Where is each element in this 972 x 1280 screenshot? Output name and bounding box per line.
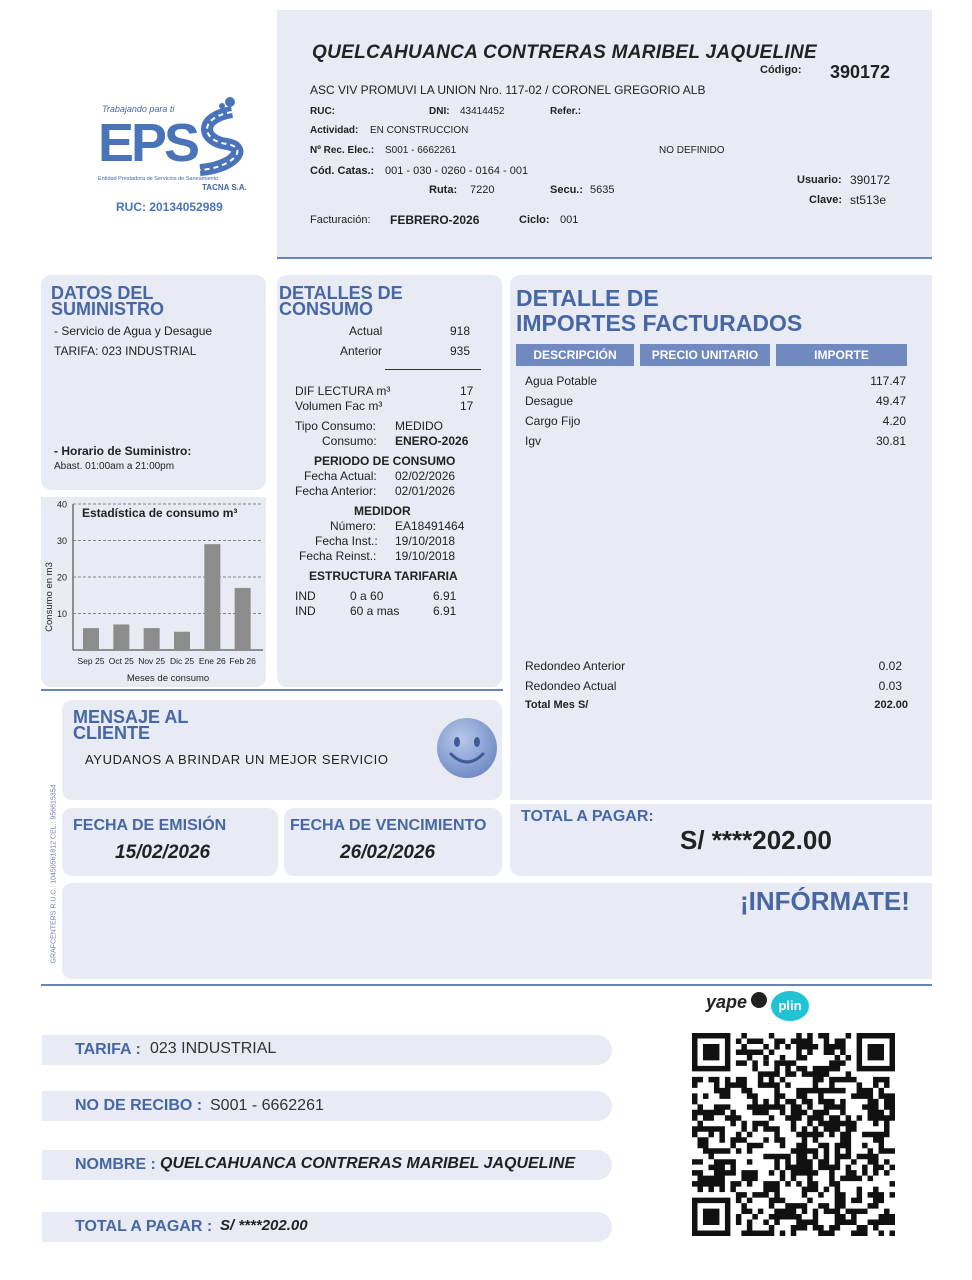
consumption-chart [41, 497, 266, 687]
tarifa-tipo: IND [295, 589, 316, 603]
total-mes-label: Total Mes S/ [525, 699, 589, 711]
sum-divider [385, 369, 481, 370]
eps-logo [92, 96, 262, 221]
total-label: TOTAL A PAGAR: [521, 808, 654, 825]
usuario-value: 390172 [850, 173, 891, 187]
importe-name: Igv [525, 434, 542, 448]
consumo-label: Consumo: [322, 434, 377, 448]
no-definido: NO DEFINIDO [659, 145, 725, 156]
tarifa-rango: 60 a mas [350, 604, 400, 618]
footer-nombre-value: QUELCAHUANCA CONTRERAS MARIBEL JAQUELINE [160, 1155, 576, 1172]
rec-elec-value: S001 - 6662261 [385, 145, 457, 156]
vencimiento-value: 26/02/2026 [340, 842, 436, 863]
tipo-label: Tipo Consumo: [295, 419, 376, 433]
ruc-label: RUC: [310, 106, 335, 117]
logo-road-icon [192, 96, 258, 176]
informate-title: ¡INFÓRMATE! [740, 886, 910, 916]
rec-elec-label: Nº Rec. Elec.: [310, 145, 375, 156]
ciclo-value: 001 [560, 214, 579, 226]
header-bottom-line [277, 257, 932, 259]
footer-recibo-label: NO DE RECIBO : [75, 1097, 203, 1114]
redondeo-anterior-value: 0.02 [878, 659, 902, 673]
chart-y-tick-label: 10 [56, 609, 67, 619]
horario-value: Abast. 01:00am a 21:00pm [54, 461, 175, 472]
logo-entity: Entidad Prestadora de Servicios de Saneamiento [98, 176, 219, 182]
emision-value: 15/02/2026 [115, 842, 211, 863]
total-value: S/ ****202.00 [680, 825, 832, 855]
reinst-label: Fecha Reinst.: [299, 549, 377, 563]
tarifa-row-1 [295, 589, 475, 604]
numero-label: Número: [330, 519, 377, 533]
chart-bar [113, 624, 129, 650]
chart-bar [174, 632, 190, 650]
dni-label: DNI: [429, 106, 450, 117]
footer-total-value: S/ ****202.00 [220, 1217, 308, 1234]
plin-text: plin [778, 998, 802, 1013]
tipo-value: MEDIDO [395, 419, 443, 433]
anterior-value: 935 [450, 344, 471, 358]
consumo-title-1: DETALLES DE [279, 283, 403, 303]
chart-y-tick-label: 20 [56, 572, 67, 583]
chart-bar [144, 628, 160, 650]
importe-name: Desague [525, 394, 574, 408]
smiley-icon [435, 716, 499, 780]
footer-top-line [41, 984, 932, 986]
logo-tagline: Trabajando para ti [102, 104, 175, 114]
facturacion-label: Facturación: [310, 214, 371, 226]
emision-label: FECHA DE EMISIÓN [73, 817, 227, 834]
tarifa-precio: 6.91 [433, 604, 457, 618]
importe-value: 117.47 [870, 374, 906, 388]
dni-value: 43414452 [460, 106, 505, 117]
codigo-value: 390172 [830, 62, 891, 82]
footer-tarifa-label: TARIFA : [75, 1041, 141, 1058]
dif-value: 17 [460, 384, 474, 398]
importe-name: Cargo Fijo [525, 414, 581, 428]
ciclo-label: Ciclo: [519, 214, 550, 226]
redondeo-anterior-label: Redondeo Anterior [525, 659, 626, 673]
actividad-value: EN CONSTRUCCION [370, 125, 469, 136]
left-section-line [41, 689, 503, 691]
col-precio-unitario: PRECIO UNITARIO [640, 344, 770, 366]
dif-label: DIF LECTURA m³ [295, 384, 391, 398]
usuario-label: Usuario: [797, 174, 842, 186]
chart-x-tick-label: Ene 26 [198, 656, 226, 666]
numero-value: EA18491464 [395, 519, 465, 533]
mensaje-text: AYUDANOS A BRINDAR UN MEJOR SERVICIO [85, 752, 389, 767]
printer-side-text: GRAFCENTERS R.U.C.: 10450561812 CEL.: 956615354 [50, 784, 58, 964]
tarifa-rango: 0 a 60 [350, 589, 384, 603]
qr-pattern [692, 1033, 895, 1236]
horario-label: - Horario de Suministro: [54, 444, 192, 458]
logo-letters: EPS [98, 113, 198, 173]
periodo-title: PERIODO DE CONSUMO [314, 454, 456, 468]
estructura-title: ESTRUCTURA TARIFARIA [309, 569, 458, 583]
chart-x-tick-label: Feb 26 [229, 656, 256, 666]
chart-x-tick-label: Sep 25 [77, 656, 105, 666]
importe-value: 30.81 [875, 434, 906, 448]
chart-x-tick-label: Oct 25 [108, 656, 134, 666]
footer-tarifa-value: 023 INDUSTRIAL [150, 1040, 277, 1057]
mensaje-title-2: CLIENTE [73, 723, 151, 743]
ruta-value: 7220 [470, 184, 495, 196]
col-descripcion: DESCRIPCIÓN [516, 344, 634, 366]
refer-label: Refer.: [550, 106, 582, 117]
catas-value: 001 - 030 - 0260 - 0164 - 001 [385, 165, 529, 177]
servicio-text: - Servicio de Agua y Desague [54, 324, 213, 338]
facturacion-value: FEBRERO-2026 [390, 213, 480, 227]
logo-city: TACNA S.A. [202, 183, 247, 192]
footer-nombre-label: NOMBRE : [75, 1156, 156, 1173]
yape-badge-icon [751, 992, 767, 1008]
vol-value: 17 [460, 399, 474, 413]
tarifa-tipo: IND [295, 604, 316, 618]
actual-value: 918 [450, 324, 471, 338]
inst-label: Fecha Inst.: [315, 534, 378, 548]
fecha-actual-label: Fecha Actual: [304, 469, 377, 483]
footer-total-label: TOTAL A PAGAR : [75, 1218, 213, 1235]
yape-logo [706, 992, 767, 1013]
chart-bar [235, 588, 251, 650]
importe-value: 49.47 [875, 394, 906, 408]
inst-value: 19/10/2018 [395, 534, 456, 548]
plin-logo [771, 991, 809, 1021]
secu-value: 5635 [590, 184, 615, 196]
vencimiento-label: FECHA DE VENCIMIENTO [290, 817, 487, 834]
redondeo-actual-label: Redondeo Actual [525, 679, 617, 693]
chart-x-tick-label: Nov 25 [138, 656, 166, 666]
consumo-value: ENERO-2026 [395, 434, 469, 448]
chart-y-label: Consumo en m3 [44, 562, 55, 632]
redondeo-actual-value: 0.03 [878, 679, 902, 693]
clave-label: Clave: [809, 194, 843, 206]
consumo-title-2: CONSUMO [279, 299, 373, 319]
suministro-title-2: SUMINISTRO [51, 299, 165, 319]
chart-y-tick-label: 40 [56, 499, 67, 510]
footer-recibo-value: S001 - 6662261 [210, 1097, 324, 1114]
catas-label: Cód. Catas.: [310, 165, 375, 177]
actual-label: Actual [349, 324, 383, 338]
reinst-value: 19/10/2018 [395, 549, 456, 563]
tarifa-precio: 6.91 [433, 589, 457, 603]
address: ASC VIV PROMUVI LA UNION Nro. 117-02 / CORONEL GREGORIO ALB [310, 83, 706, 97]
anterior-label: Anterior [340, 344, 383, 358]
clave-value: st513e [850, 193, 887, 207]
fecha-anterior-value: 02/01/2026 [395, 484, 456, 498]
suministro-title-1: DATOS DEL [51, 283, 154, 303]
mensaje-title-1: MENSAJE AL [73, 707, 189, 727]
chart-x-tick-label: Dic 25 [169, 656, 195, 666]
importes-title-2: IMPORTES FACTURADOS [516, 310, 803, 336]
chart-bar [204, 544, 220, 650]
actividad-label: Actividad: [310, 125, 359, 136]
customer-name: QUELCAHUANCA CONTRERAS MARIBEL JAQUELINE [312, 42, 817, 63]
qr-modules [692, 1033, 895, 1236]
codigo-label: Código: [760, 64, 802, 76]
tarifa-text: TARIFA: 023 INDUSTRIAL [54, 344, 197, 358]
logo-ruc: RUC: 20134052989 [116, 200, 223, 214]
col-importe: IMPORTE [776, 344, 907, 366]
secu-label: Secu.: [550, 184, 584, 196]
chart-x-label: Meses de consumo [126, 673, 210, 684]
importe-value: 4.20 [882, 414, 906, 428]
payment-qr-code[interactable] [692, 1033, 895, 1236]
chart-bar [83, 628, 99, 650]
medidor-title: MEDIDOR [354, 504, 411, 518]
importe-name: Agua Potable [525, 374, 598, 388]
chart-title: Estadística de consumo m³ [82, 506, 238, 520]
yape-text: yape [706, 992, 748, 1012]
vol-label: Volumen Fac m³ [295, 399, 383, 413]
fecha-actual-value: 02/02/2026 [395, 469, 456, 483]
fecha-anterior-label: Fecha Anterior: [295, 484, 377, 498]
importes-title-1: DETALLE DE [516, 285, 659, 311]
tarifa-row-2 [295, 604, 475, 619]
total-mes-value: 202.00 [874, 699, 908, 711]
ruta-label: Ruta: [429, 184, 458, 196]
chart-y-tick-label: 30 [56, 536, 67, 546]
